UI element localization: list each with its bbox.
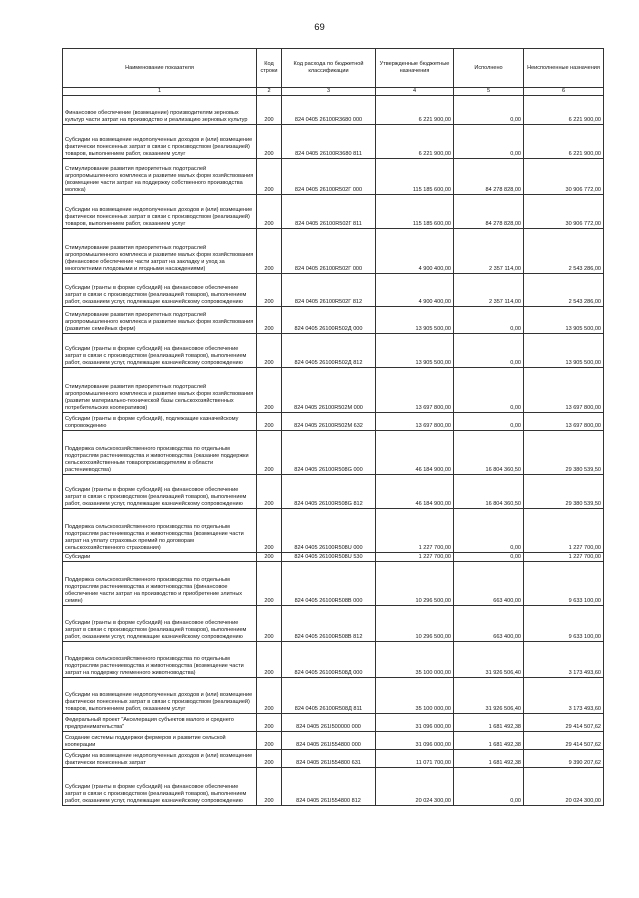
row-approved: 1 227 700,00: [376, 553, 454, 562]
row-name: Поддержка сельскохозяйственного производства по отдельным подотраслям растениеводства и животноводства (возмещение части затрат на поддержку племенного животноводства): [63, 642, 257, 678]
row-approved: 13 905 500,00: [376, 307, 454, 334]
row-executed: 0,00: [454, 553, 524, 562]
row-executed: 2 357 114,00: [454, 274, 524, 307]
row-name: Субсидии (гранты в форме субсидий) на финансовое обеспечение затрат в связи с производством (реализацией товаров), выполнением работ, оказанием услуг, подлежащие казначейскому сопровождению: [63, 274, 257, 307]
row-executed: 1 681 492,38: [454, 750, 524, 768]
row-approved: 46 184 900,00: [376, 475, 454, 509]
row-name: Стимулирование развития приоритетных подотраслей агропромышленного комплекса и развитие малых форм хозяйствования (развитие материально-технической базы сельскохозяйственных потребительских кооперативов): [63, 368, 257, 413]
row-budget-code: 824 0405 26100R508G 000: [282, 431, 376, 475]
row-executed: 0,00: [454, 125, 524, 159]
row-line-code: 200: [257, 553, 282, 562]
row-approved: 1 227 700,00: [376, 509, 454, 553]
table-row: [63, 413, 604, 431]
page-number: 69: [314, 22, 325, 33]
row-budget-code: 824 0405 26100R502Д 812: [282, 334, 376, 368]
row-unexecuted: 2 543 286,00: [524, 229, 604, 274]
budget-execution-table: [62, 48, 604, 806]
row-name: Стимулирование развития приоритетных подотраслей агропромышленного комплекса и развитие малых форм хозяйствования (развитие семейных ферм): [63, 307, 257, 334]
table-row: [63, 96, 604, 125]
row-budget-code: 824 0405 26100R508Д 811: [282, 678, 376, 714]
table-row: [63, 307, 604, 334]
row-line-code: 200: [257, 195, 282, 229]
header-approved-appropriations: Утвержденные бюджетные назначения: [376, 49, 454, 88]
row-budget-code: 824 0405 261I554800 631: [282, 750, 376, 768]
table-row: [63, 678, 604, 714]
row-name: Субсидии (гранты в форме субсидий) на финансовое обеспечение затрат в связи с производством (реализацией товаров), выполнением работ, оказанием услуг, подлежащие казначейскому сопровождению: [63, 475, 257, 509]
row-budget-code: 824 0405 26100R502М 632: [282, 413, 376, 431]
row-line-code: 200: [257, 562, 282, 606]
table-row: [63, 732, 604, 750]
row-approved: 6 221 900,00: [376, 96, 454, 125]
row-name: Субсидии (гранты в форме субсидий) на финансовое обеспечение затрат в связи с производством (реализацией товаров), выполнением работ, оказанием услуг, подлежащие казначейскому сопровождению: [63, 334, 257, 368]
table-row: [63, 431, 604, 475]
table-row: [63, 553, 604, 562]
table-row: [63, 768, 604, 806]
row-budget-code: 824 0405 261I554800 812: [282, 768, 376, 806]
row-unexecuted: 13 697 800,00: [524, 413, 604, 431]
row-name: Поддержка сельскохозяйственного производства по отдельным подотраслям растениеводства и животноводства (возмещение части затрат на уплату страховых премий по договорам сельскохозяйственного страхования): [63, 509, 257, 553]
row-unexecuted: 29 414 507,62: [524, 732, 604, 750]
row-name: Поддержка сельскохозяйственного производства по отдельным подотраслям растениеводства и животноводства (финансовое обеспечение части затрат на производство и приобретение элитных семян): [63, 562, 257, 606]
row-name: Субсидии на возмещение недополученных доходов и (или) возмещение фактически понесенных затрат: [63, 750, 257, 768]
row-name: Субсидии (гранты в форме субсидий), подлежащие казначейскому сопровождению: [63, 413, 257, 431]
row-name: Федеральный проект "Акселерация субъектов малого и среднего предпринимательства": [63, 714, 257, 732]
table-row: [63, 714, 604, 732]
table-row: [63, 475, 604, 509]
row-name: Субсидии (гранты в форме субсидий) на финансовое обеспечение затрат в связи с производством (реализацией товаров), выполнением работ, оказанием услуг, подлежащие казначейскому сопровождению: [63, 606, 257, 642]
row-unexecuted: 1 227 700,00: [524, 553, 604, 562]
row-executed: 31 926 506,40: [454, 642, 524, 678]
row-unexecuted: 13 905 500,00: [524, 334, 604, 368]
row-approved: 10 296 500,00: [376, 606, 454, 642]
table-row: [63, 750, 604, 768]
row-approved: 6 221 900,00: [376, 125, 454, 159]
row-line-code: 200: [257, 732, 282, 750]
row-line-code: 200: [257, 768, 282, 806]
row-line-code: 200: [257, 606, 282, 642]
row-executed: 1 681 492,38: [454, 714, 524, 732]
row-approved: 13 905 500,00: [376, 334, 454, 368]
row-budget-code: 824 0405 26100R508G 812: [282, 475, 376, 509]
row-executed: 0,00: [454, 368, 524, 413]
table-row: [63, 125, 604, 159]
column-number: 1: [63, 88, 257, 96]
row-approved: 11 071 700,00: [376, 750, 454, 768]
row-unexecuted: 2 543 286,00: [524, 274, 604, 307]
table-row: [63, 509, 604, 553]
row-line-code: 200: [257, 431, 282, 475]
table-row: [63, 274, 604, 307]
row-approved: 31 096 000,00: [376, 714, 454, 732]
row-budget-code: 824 0405 26100R502Г 812: [282, 274, 376, 307]
row-unexecuted: 20 024 300,00: [524, 768, 604, 806]
row-executed: 663 400,00: [454, 606, 524, 642]
row-line-code: 200: [257, 96, 282, 125]
header-executed: Исполнено: [454, 49, 524, 88]
row-executed: 84 278 828,00: [454, 159, 524, 195]
row-approved: 13 697 800,00: [376, 368, 454, 413]
row-executed: 0,00: [454, 96, 524, 125]
column-number: 2: [257, 88, 282, 96]
header-line-code: Код строки: [257, 49, 282, 88]
column-number: 3: [282, 88, 376, 96]
row-budget-code: 824 0405 26100R502Г 000: [282, 229, 376, 274]
table-row: [63, 562, 604, 606]
column-number: 5: [454, 88, 524, 96]
row-approved: 115 185 600,00: [376, 195, 454, 229]
row-name: Стимулирование развития приоритетных подотраслей агропромышленного комплекса и развитие малых форм хозяйствования (возмещение части затрат на поддержку собственного производства молока): [63, 159, 257, 195]
row-executed: 2 357 114,00: [454, 229, 524, 274]
table-row: [63, 368, 604, 413]
table-row: [63, 229, 604, 274]
row-unexecuted: 13 905 500,00: [524, 307, 604, 334]
row-line-code: 200: [257, 678, 282, 714]
row-unexecuted: 29 414 507,62: [524, 714, 604, 732]
row-approved: 13 697 800,00: [376, 413, 454, 431]
row-line-code: 200: [257, 229, 282, 274]
row-unexecuted: 6 221 900,00: [524, 125, 604, 159]
row-line-code: 200: [257, 125, 282, 159]
row-budget-code: 824 0405 26100R508U 000: [282, 509, 376, 553]
column-number: 4: [376, 88, 454, 96]
row-line-code: 200: [257, 159, 282, 195]
column-number: 6: [524, 88, 604, 96]
table-row: [63, 334, 604, 368]
row-unexecuted: 13 697 800,00: [524, 368, 604, 413]
row-executed: 0,00: [454, 413, 524, 431]
row-line-code: 200: [257, 475, 282, 509]
row-executed: 31 926 506,40: [454, 678, 524, 714]
row-line-code: 200: [257, 274, 282, 307]
row-name: Субсидии на возмещение недополученных доходов и (или) возмещение фактически понесенных затрат в связи с производством (реализацией) товаров, выполнением работ, оказанием услуг: [63, 195, 257, 229]
row-name: Субсидии (гранты в форме субсидий) на финансовое обеспечение затрат в связи с производством (реализацией товаров), выполнением работ, оказанием услуг, подлежащие казначейскому сопровождению: [63, 768, 257, 806]
row-budget-code: 824 0405 261I500000 000: [282, 714, 376, 732]
row-approved: 31 096 000,00: [376, 732, 454, 750]
row-budget-code: 824 0405 26100R508В 000: [282, 562, 376, 606]
row-name: Субсидии: [63, 553, 257, 562]
row-name: Создание системы поддержки фермеров и развитие сельской кооперации: [63, 732, 257, 750]
row-budget-code: 824 0405 26100R3680 000: [282, 96, 376, 125]
table-row: [63, 195, 604, 229]
row-budget-code: 824 0405 26100R502Г 000: [282, 159, 376, 195]
row-name: Финансовое обеспечение (возмещение) производителям зерновых культур части затрат на производство и реализацию зерновых культур: [63, 96, 257, 125]
row-budget-code: 824 0405 26100R502Г 811: [282, 195, 376, 229]
row-unexecuted: 9 633 100,00: [524, 606, 604, 642]
row-line-code: 200: [257, 307, 282, 334]
row-executed: 0,00: [454, 334, 524, 368]
row-approved: 35 100 000,00: [376, 642, 454, 678]
row-unexecuted: 1 227 700,00: [524, 509, 604, 553]
row-line-code: 200: [257, 413, 282, 431]
row-name: Стимулирование развития приоритетных подотраслей агропромышленного комплекса и развитие малых форм хозяйствования (финансовое обеспечение части затрат на закладку и уход за многолетними плодовыми и ягодными насаждениями): [63, 229, 257, 274]
row-executed: 0,00: [454, 307, 524, 334]
row-line-code: 200: [257, 334, 282, 368]
row-budget-code: 824 0405 26100R508В 812: [282, 606, 376, 642]
row-executed: 0,00: [454, 509, 524, 553]
table-row: [63, 159, 604, 195]
row-unexecuted: 3 173 493,60: [524, 678, 604, 714]
row-name: Субсидии на возмещение недополученных доходов и (или) возмещение фактически понесенных затрат в связи с производством (реализацией) товаров, выполнением работ, оказанием услуг: [63, 125, 257, 159]
row-executed: 663 400,00: [454, 562, 524, 606]
row-budget-code: 824 0405 26100R3680 811: [282, 125, 376, 159]
header-unexecuted-appropriations: Неисполненные назначения: [524, 49, 604, 88]
row-approved: 4 900 400,00: [376, 274, 454, 307]
row-approved: 20 024 300,00: [376, 768, 454, 806]
row-line-code: 200: [257, 714, 282, 732]
row-approved: 115 185 600,00: [376, 159, 454, 195]
row-budget-code: 824 0405 26100R508U 530: [282, 553, 376, 562]
row-unexecuted: 6 221 900,00: [524, 96, 604, 125]
row-executed: 0,00: [454, 768, 524, 806]
row-budget-code: 824 0405 26100R502Д 000: [282, 307, 376, 334]
row-unexecuted: 29 380 539,50: [524, 431, 604, 475]
row-unexecuted: 9 390 207,62: [524, 750, 604, 768]
row-executed: 1 681 492,38: [454, 732, 524, 750]
row-approved: 46 184 900,00: [376, 431, 454, 475]
row-unexecuted: 3 173 493,60: [524, 642, 604, 678]
row-executed: 16 804 360,50: [454, 475, 524, 509]
row-approved: 35 100 000,00: [376, 678, 454, 714]
row-budget-code: 824 0405 26100R508Д 000: [282, 642, 376, 678]
row-unexecuted: 30 906 772,00: [524, 159, 604, 195]
row-line-code: 200: [257, 509, 282, 553]
row-budget-code: 824 0405 26100R502М 000: [282, 368, 376, 413]
row-line-code: 200: [257, 642, 282, 678]
row-line-code: 200: [257, 750, 282, 768]
row-approved: 4 900 400,00: [376, 229, 454, 274]
header-budget-classification-code: Код расхода по бюджетной классификации: [282, 49, 376, 88]
row-unexecuted: 29 380 539,50: [524, 475, 604, 509]
row-line-code: 200: [257, 368, 282, 413]
table-row: [63, 642, 604, 678]
table-row: [63, 606, 604, 642]
row-name: Субсидии на возмещение недополученных доходов и (или) возмещение фактически понесенных затрат в связи с производством (реализацией) товаров, выполнением работ, оказанием услуг: [63, 678, 257, 714]
row-name: Поддержка сельскохозяйственного производства по отдельным подотраслям растениеводства и животноводства (оказание поддержки сельскохозяйственным товаропроизводителям в области растениеводства): [63, 431, 257, 475]
header-indicator-name: Наименование показателя: [63, 49, 257, 88]
row-executed: 84 278 828,00: [454, 195, 524, 229]
table-body: [63, 96, 604, 806]
row-executed: 16 804 360,50: [454, 431, 524, 475]
row-unexecuted: 30 906 772,00: [524, 195, 604, 229]
column-number-row: [63, 88, 604, 96]
row-unexecuted: 9 633 100,00: [524, 562, 604, 606]
row-approved: 10 296 500,00: [376, 562, 454, 606]
table-header-row: [63, 49, 604, 88]
row-budget-code: 824 0405 261I554800 000: [282, 732, 376, 750]
